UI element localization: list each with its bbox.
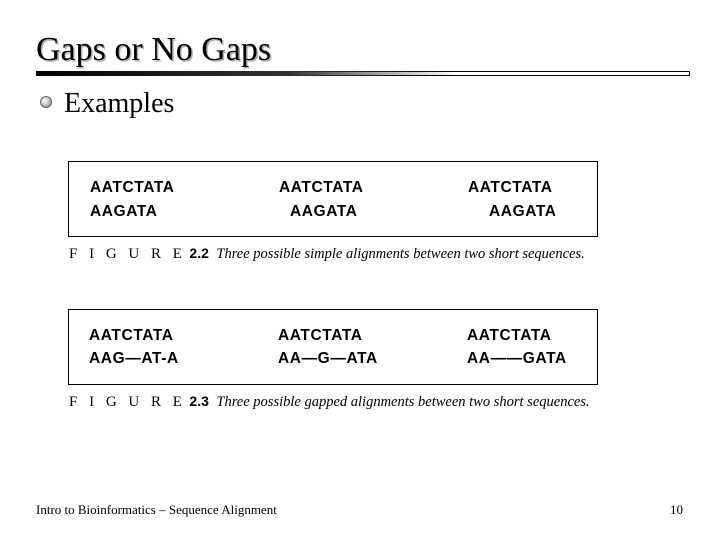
figure-number: 2.3	[189, 393, 209, 409]
footer-page-number: 10	[670, 502, 683, 517]
figure-2-3-caption	[69, 392, 590, 412]
alignment-2-top: AATCTATA	[278, 327, 363, 344]
alignment-2-top: AATCTATA	[279, 179, 364, 196]
figure-2-3-box	[68, 309, 598, 385]
title-underline-gradient	[36, 71, 456, 76]
figure-caption-text: Three possible gapped alignments between two short sequences.	[216, 394, 590, 410]
bullet-text: Examples	[64, 88, 175, 119]
alignment-1-top: AATCTATA	[89, 327, 174, 344]
footer-course-title: Intro to Bioinformatics – Sequence Alignment	[36, 502, 277, 517]
alignment-3-bottom: AAGATA	[489, 203, 557, 220]
alignment-3-top: AATCTATA	[467, 327, 552, 344]
alignment-2-bottom: AA—G—ATA	[278, 350, 378, 367]
alignment-2-bottom: AAGATA	[290, 203, 358, 220]
figure-2-2-box	[68, 161, 598, 237]
figure-number: 2.2	[189, 245, 209, 261]
bullet-dot-icon	[40, 96, 52, 108]
figure-label: F I G U R E	[69, 394, 186, 410]
figure-caption-text: Three possible simple alignments between two short sequences.	[216, 246, 585, 262]
alignment-3-bottom: AA——GATA	[467, 350, 567, 367]
figure-label: F I G U R E	[69, 246, 186, 262]
figure-2-2-caption	[69, 244, 585, 264]
alignment-1-bottom: AAGATA	[90, 203, 158, 220]
slide-title: Gaps or No Gaps	[36, 31, 272, 68]
alignment-1-bottom: AAG—AT-A	[89, 350, 179, 367]
alignment-3-top: AATCTATA	[468, 179, 553, 196]
alignment-1-top: AATCTATA	[90, 179, 175, 196]
